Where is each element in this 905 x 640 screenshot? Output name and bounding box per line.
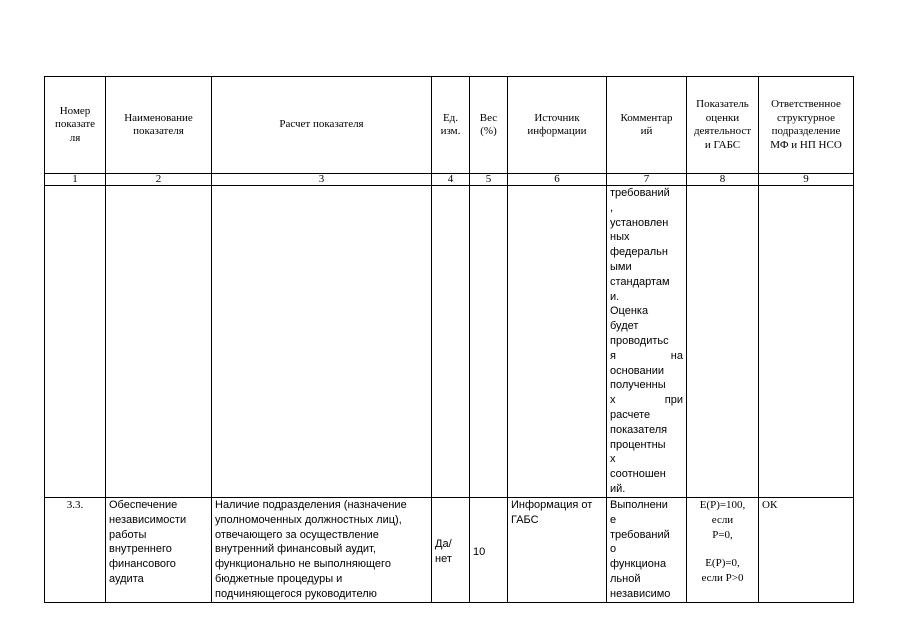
cell-empty bbox=[759, 186, 854, 498]
indicator-source-cell: Информация от ГАБС bbox=[508, 498, 607, 603]
column-number: 8 bbox=[687, 174, 759, 186]
indicators-table bbox=[44, 76, 854, 603]
column-number: 9 bbox=[759, 174, 854, 186]
comment-continued-cell: требований , установлен ных федеральн ыми стандартам и. Оценка будет проводитьс я на основании полученны х при расчете показателя процентны х соотношен ий. bbox=[607, 186, 687, 498]
header-cell-source: Источник информации bbox=[508, 77, 607, 174]
indicator-responsible-cell: ОК bbox=[759, 498, 854, 603]
table-row bbox=[45, 498, 854, 603]
column-number-row bbox=[45, 174, 854, 186]
header-cell-responsible: Ответственное структурное подразделение МФ и НП НСО bbox=[759, 77, 854, 174]
indicator-comment-cell: Выполнени е требований о функциона льной независимо bbox=[607, 498, 687, 603]
indicator-weight-cell: 10 bbox=[470, 498, 508, 603]
cell-empty bbox=[106, 186, 212, 498]
header-cell-comment: Комментар ий bbox=[607, 77, 687, 174]
header-cell-unit: Ед. изм. bbox=[432, 77, 470, 174]
cell-empty bbox=[470, 186, 508, 498]
header-cell-calculation: Расчет показателя bbox=[212, 77, 432, 174]
cell-empty bbox=[212, 186, 432, 498]
column-number: 4 bbox=[432, 174, 470, 186]
cell-empty bbox=[687, 186, 759, 498]
header-cell-name: Наименование показателя bbox=[106, 77, 212, 174]
column-number: 7 bbox=[607, 174, 687, 186]
indicator-name-cell: Обеспечение независимости работы внутреннего финансового аудита bbox=[106, 498, 212, 603]
indicator-calculation-cell: Наличие подразделения (назначение уполномоченных должностных лиц), отвечающего за осуществление внутренний финансовый аудит, функционально не выполняющего бюджетные процедуры и подчиняющегося руководителю bbox=[212, 498, 432, 603]
cell-empty bbox=[508, 186, 607, 498]
header-cell-weight: Вес (%) bbox=[470, 77, 508, 174]
column-number: 3 bbox=[212, 174, 432, 186]
spacer bbox=[690, 542, 755, 556]
indicator-number-cell: 3.3. bbox=[45, 498, 106, 603]
column-number: 1 bbox=[45, 174, 106, 186]
header-cell-number: Номер показате ля bbox=[45, 77, 106, 174]
table-row-continued bbox=[45, 186, 854, 498]
column-number: 6 bbox=[508, 174, 607, 186]
column-number: 2 bbox=[106, 174, 212, 186]
column-number: 5 bbox=[470, 174, 508, 186]
indicator-unit-cell: Да/ нет bbox=[432, 498, 470, 603]
cell-empty bbox=[432, 186, 470, 498]
header-row bbox=[45, 77, 854, 174]
indicator-score-cell: E(P)=100, если P=0, E(P)=0, если P>0 bbox=[687, 498, 759, 603]
header-cell-score: Показатель оценки деятельност и ГАБС bbox=[687, 77, 759, 174]
cell-empty bbox=[45, 186, 106, 498]
